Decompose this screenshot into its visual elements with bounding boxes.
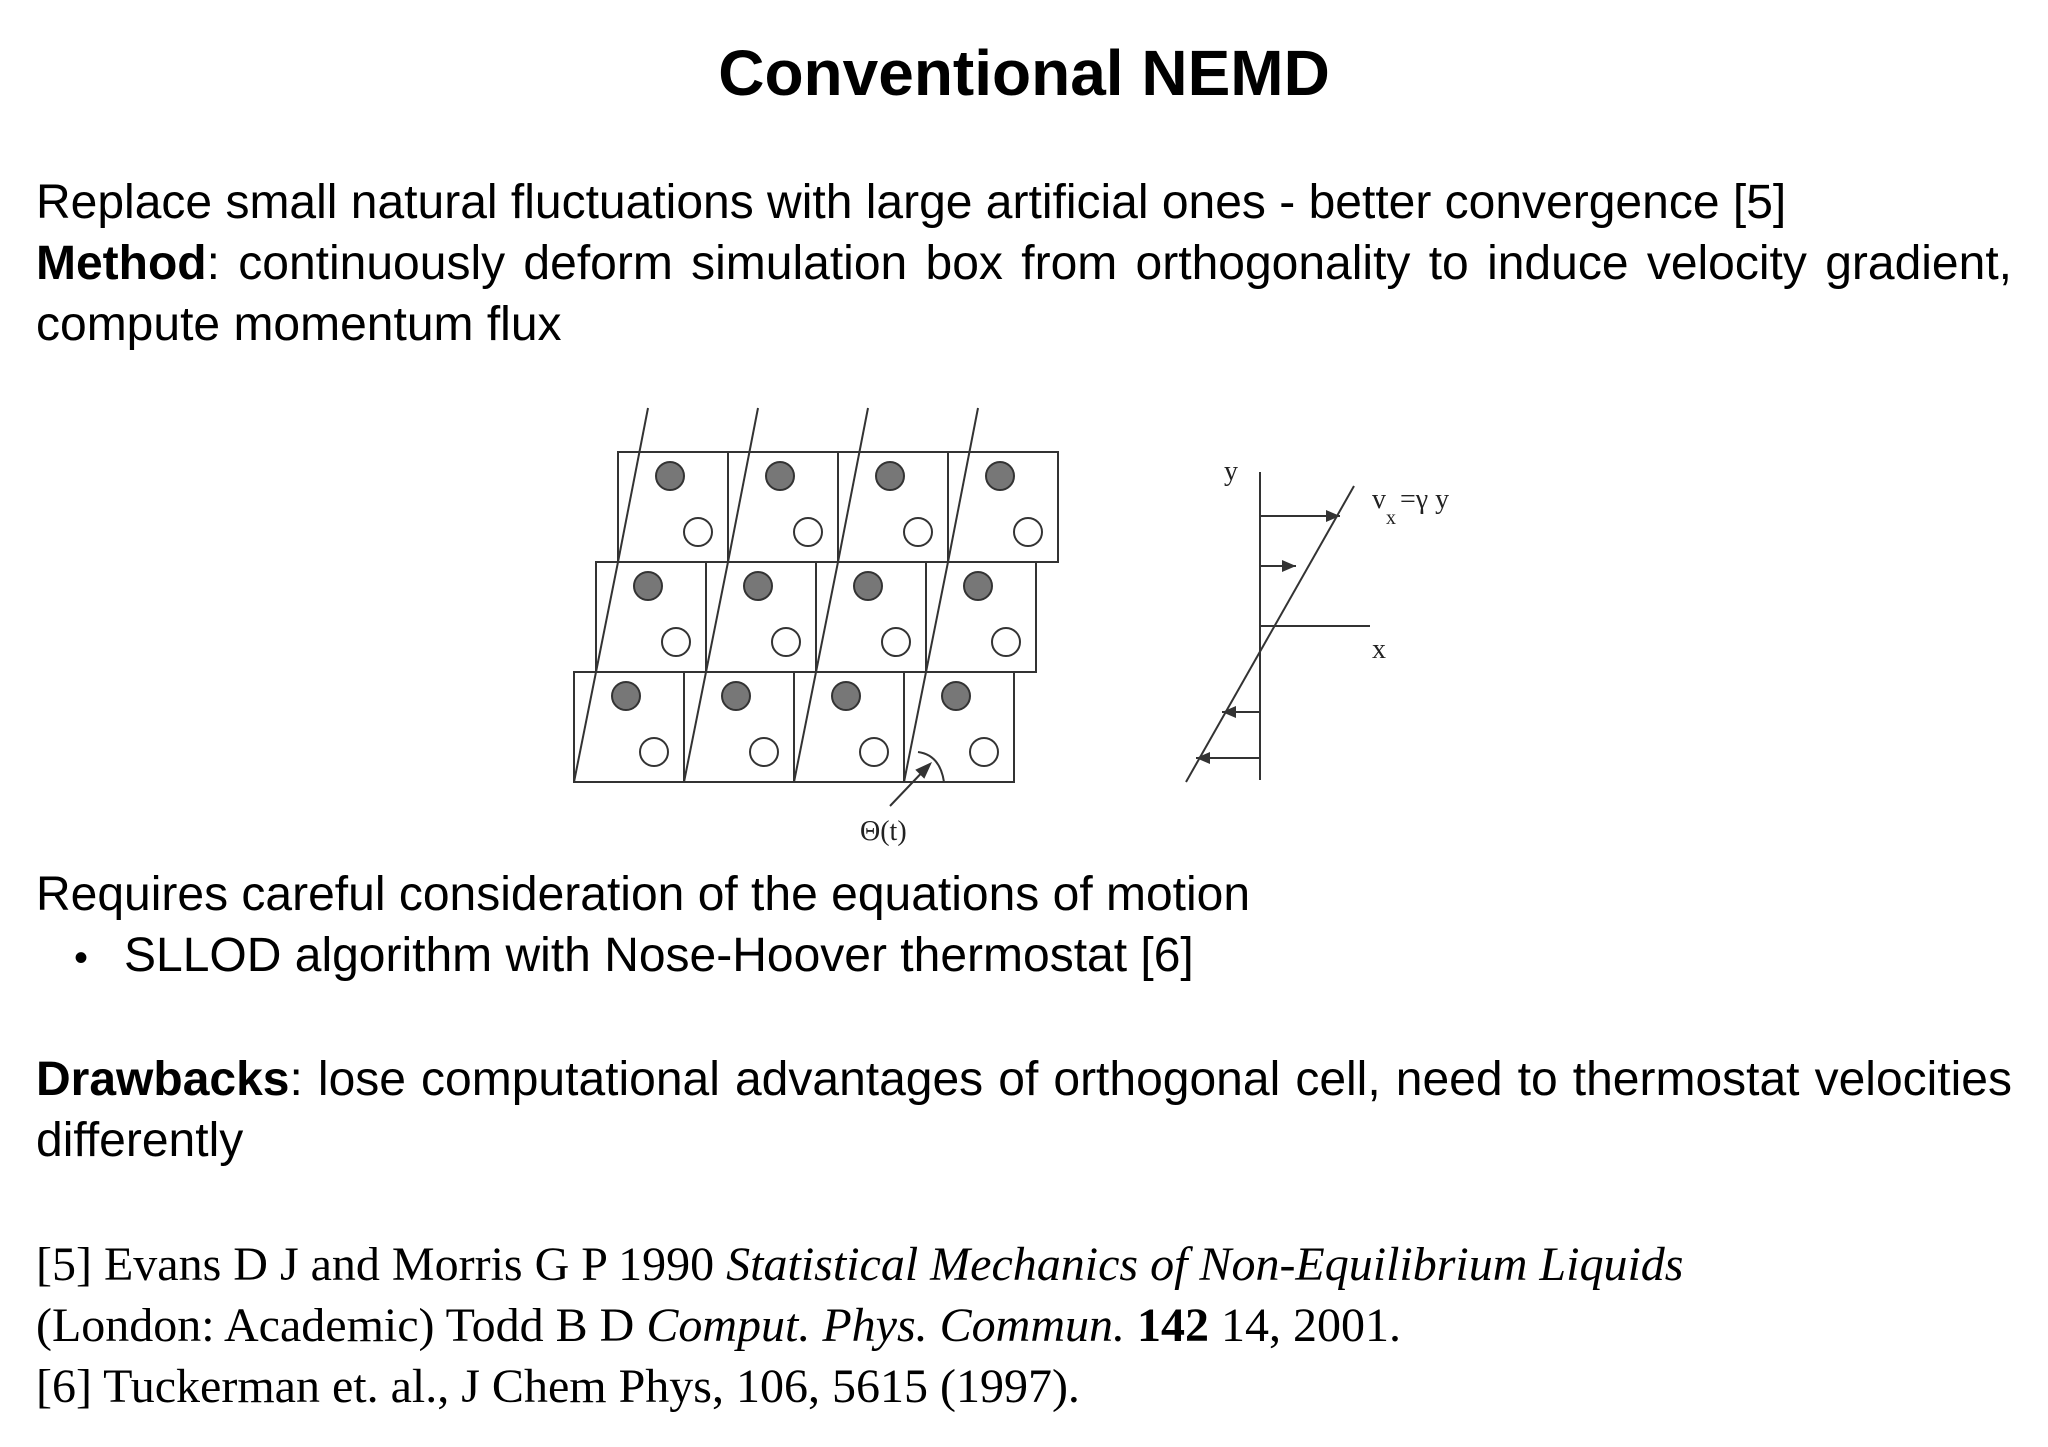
y-label: y bbox=[1224, 456, 1238, 487]
method-paragraph bbox=[36, 233, 2012, 355]
ref5-pages-year: 14, 2001. bbox=[1208, 1299, 1401, 1352]
velocity-rest: =γ y bbox=[1400, 484, 1450, 515]
reference-5-line-1 bbox=[36, 1234, 2012, 1295]
open-particles bbox=[640, 518, 1042, 766]
ref5-volume: 142 bbox=[1136, 1299, 1209, 1352]
method-label: Method bbox=[36, 237, 207, 290]
bullet-text: SLLOD algorithm with Nose-Hoover thermostat [6] bbox=[124, 929, 1194, 982]
velocity-subscript: x bbox=[1386, 507, 1396, 529]
bullet-marker: • bbox=[74, 936, 89, 980]
shear-line bbox=[1186, 486, 1354, 782]
reference-5-line-2 bbox=[36, 1295, 2012, 1356]
ref5-publisher: (London: Academic) Todd B D bbox=[36, 1299, 647, 1352]
velocity-v: v bbox=[1372, 484, 1386, 515]
x-label: x bbox=[1372, 634, 1386, 665]
drawbacks-text: : lose computational advantages of orthogonal cell, need to thermostat velocities differently bbox=[36, 1053, 2012, 1167]
slide-title: Conventional NEMD bbox=[718, 37, 1330, 109]
ref5-journal: Comput. Phys. Commun. bbox=[646, 1299, 1125, 1352]
drawbacks-paragraph bbox=[36, 1049, 2012, 1171]
drawbacks-label: Drawbacks bbox=[36, 1053, 290, 1106]
method-text: : continuously deform simulation box from orthogonality to induce velocity gradient, compute momentum flux bbox=[36, 237, 2012, 351]
bullet-item bbox=[74, 925, 1194, 989]
ref5-authors: [5] Evans D J and Morris G P 1990 bbox=[36, 1238, 727, 1291]
angle-marker bbox=[890, 752, 944, 806]
requires-line: Requires careful consideration of the equations of motion bbox=[36, 868, 1251, 921]
references bbox=[36, 1234, 2012, 1417]
reference-6: [6] Tuckerman et. al., J Chem Phys, 106, 5615 (1997). bbox=[36, 1360, 1080, 1413]
ref5-book-title: Statistical Mechanics of Non-Equilibrium Liquids bbox=[726, 1238, 1684, 1291]
intro-line: Replace small natural fluctuations with large artificial ones - better convergence [5] bbox=[36, 176, 1787, 229]
shear-figure bbox=[560, 400, 1480, 860]
velocity-formula bbox=[1372, 484, 1449, 529]
velocity-profile bbox=[1186, 472, 1370, 782]
shear-diagram bbox=[560, 400, 1480, 860]
angle-label: Θ(t) bbox=[860, 816, 907, 847]
